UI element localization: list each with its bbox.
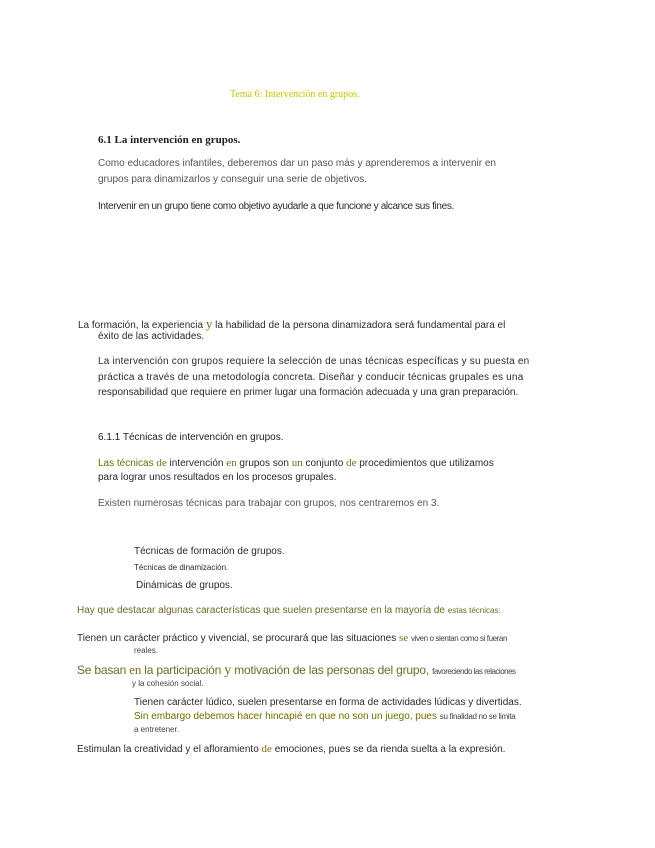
list-item: Técnicas de formación de grupos. bbox=[134, 546, 285, 557]
paragraph-line: Intervenir en un grupo tiene como objetivo ayudarle a que funcione y alcance sus fines. bbox=[98, 201, 454, 212]
text-run: se bbox=[399, 632, 409, 644]
text-run: de bbox=[156, 457, 167, 469]
text-run: en bbox=[226, 457, 237, 469]
paragraph-line bbox=[77, 662, 516, 680]
text-run: un bbox=[291, 457, 303, 469]
paragraph-line bbox=[77, 743, 505, 757]
text-run: su finalidad no se limita bbox=[439, 712, 516, 721]
paragraph-line: grupos para dinamizarlos y conseguir una serie de objetivos. bbox=[98, 174, 368, 185]
paragraph-line: Tienen carácter lúdico, suelen presentarse en forma de actividades lúdicas y divertidas. bbox=[134, 697, 522, 708]
paragraph-line: Como educadores infantiles, deberemos dar un paso más y aprenderemos a intervenir en bbox=[98, 158, 496, 169]
paragraph-line: reales. bbox=[134, 646, 159, 655]
subsection-heading: 6.1.1 Técnicas de intervención en grupos. bbox=[98, 432, 284, 443]
list-item: Técnicas de dinamización. bbox=[134, 563, 229, 572]
section-heading: 6.1 La intervención en grupos. bbox=[98, 134, 241, 146]
text-run: la participación bbox=[144, 663, 222, 677]
topic-title: Tema 6: Intervención en grupos. bbox=[230, 89, 360, 100]
text-run: y bbox=[224, 663, 232, 678]
paragraph-line bbox=[134, 711, 515, 724]
paragraph-line: responsabilidad que requiere en primer lugar una formación adecuada y una gran preparación. bbox=[98, 387, 519, 398]
paragraph-line: éxito de las actividades. bbox=[98, 331, 205, 342]
text-run: favoreciendo las relaciones bbox=[432, 667, 516, 676]
text-run: La formación, la experiencia bbox=[78, 320, 204, 331]
paragraph-line: La intervención con grupos requiere la selección de unas técnicas específicas y su puesta en bbox=[98, 356, 530, 367]
paragraph-line: Existen numerosas técnicas para trabajar con grupos, nos centraremos en 3. bbox=[98, 498, 440, 509]
text-run: Se basan bbox=[77, 663, 127, 677]
text-run: viven o sientan como si fueran bbox=[410, 634, 508, 643]
paragraph-line bbox=[98, 457, 494, 471]
paragraph-line: a entretener. bbox=[134, 725, 179, 734]
paragraph-line: para lograr unos resultados en los procesos grupales. bbox=[98, 472, 337, 483]
paragraph-line bbox=[77, 632, 507, 646]
paragraph-line bbox=[77, 605, 501, 618]
text-run: Tienen un carácter práctico y vivencial, se procurará que las situaciones bbox=[77, 633, 397, 644]
text-run: estas técnicas: bbox=[447, 606, 501, 615]
text-run: Sin embargo debemos hacer hincapié en que no son un juego, pues bbox=[134, 711, 437, 722]
text-run: conjunto bbox=[305, 458, 344, 469]
text-run: Estimulan la creatividad y el afloramiento bbox=[77, 744, 259, 755]
text-run: Hay que destacar algunas características que suelen presentarse en la mayoría de bbox=[77, 605, 445, 616]
list-item: Dinámicas de grupos. bbox=[136, 580, 233, 591]
text-run: y bbox=[205, 316, 213, 331]
text-run: de bbox=[346, 457, 357, 469]
paragraph-line: práctica a través de una metodología concreta. Diseñar y conducir técnicas grupales es una bbox=[98, 372, 524, 383]
text-run: motivación de las personas del grupo, bbox=[234, 663, 429, 677]
text-run: la habilidad de la persona dinamizadora será fundamental para el bbox=[215, 320, 506, 331]
text-run: emociones, pues se da rienda suelta a la expresión. bbox=[274, 744, 506, 755]
text-run: Las técnicas bbox=[98, 458, 154, 469]
text-run: de bbox=[261, 743, 272, 755]
text-run: procedimientos que utilizamos bbox=[359, 458, 494, 469]
paragraph-line: y la cohesión social. bbox=[132, 679, 204, 688]
text-run: grupos son bbox=[239, 458, 289, 469]
text-run: en bbox=[129, 662, 142, 677]
text-run: intervención bbox=[169, 458, 224, 469]
